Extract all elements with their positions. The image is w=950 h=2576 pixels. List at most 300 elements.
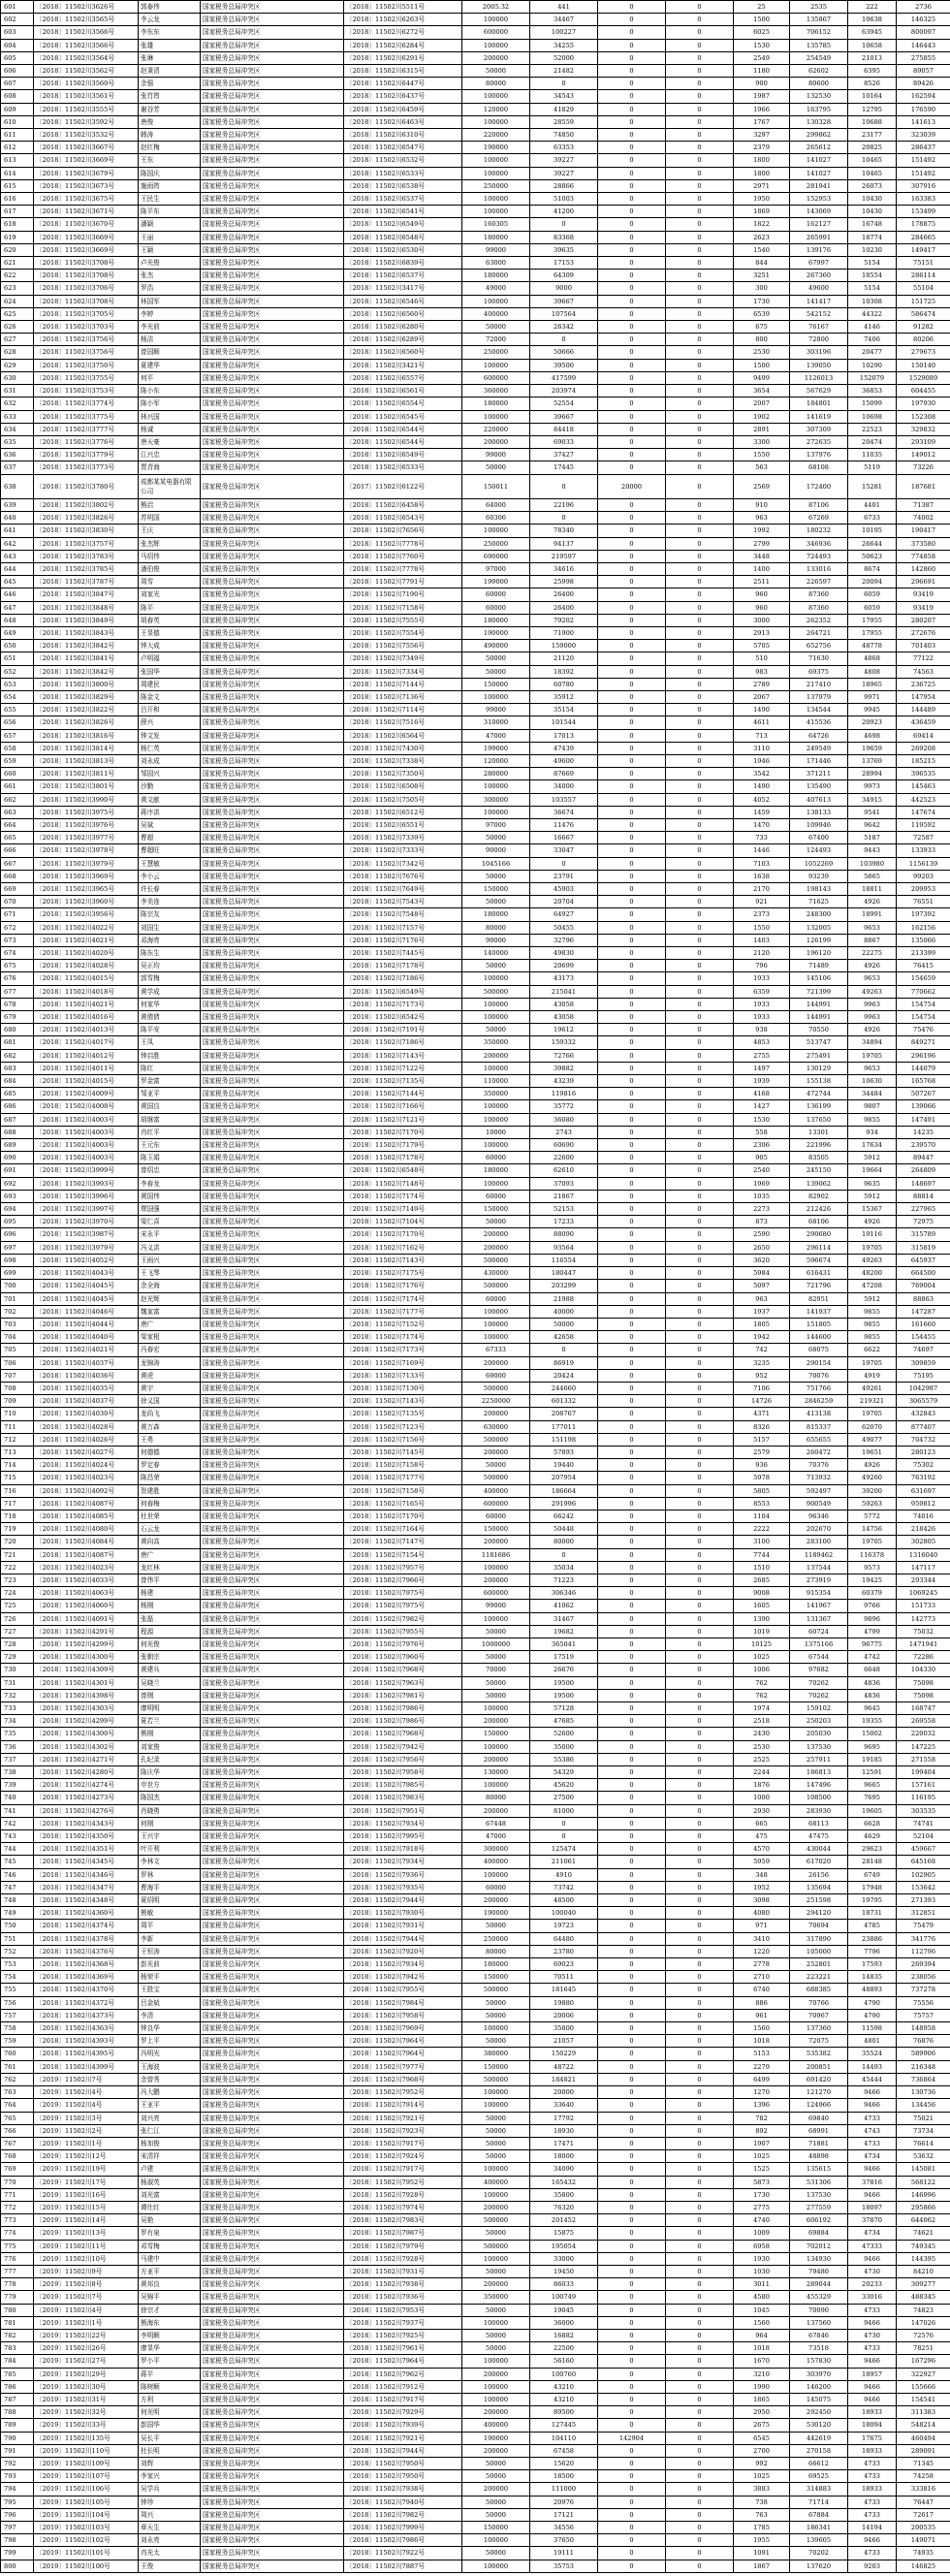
table-cell: 154754 — [897, 998, 950, 1010]
table-cell: 0 — [666, 1766, 734, 1779]
table-cell: 17634 — [848, 1139, 897, 1152]
table-cell: 〔2018〕11502川7953号 — [344, 2304, 462, 2316]
table-cell: 4853 — [734, 1036, 790, 1049]
table-cell: 国家税务总局冲突区 — [201, 257, 344, 270]
table-cell: 152953 — [790, 193, 848, 206]
table-cell: 761 — [1, 2060, 34, 2073]
table-cell: 〔2018〕11502川4045号 — [34, 1280, 139, 1292]
table-cell: 〔2018〕11502川4369号 — [34, 1971, 139, 1984]
table-cell: 0 — [598, 2406, 666, 2419]
table-cell: 34467 — [530, 14, 598, 26]
table-row — [1, 2496, 950, 2508]
table-cell: 81000 — [530, 1804, 598, 1817]
table-cell: 568122 — [897, 2176, 950, 2188]
table-cell: 796 — [734, 960, 790, 972]
table-cell: 936 — [734, 1459, 790, 1472]
table-cell: 0 — [666, 14, 734, 26]
table-cell: 0 — [598, 39, 666, 51]
table-row — [1, 1676, 950, 1689]
table-cell: 609 — [1, 103, 34, 115]
table-cell: 〔2018〕11502川3979号 — [34, 1241, 139, 1254]
table-cell: 冯大鹏 — [139, 2086, 201, 2099]
table-cell: 432843 — [897, 1408, 950, 1420]
table-cell: 国家税务总局冲突区 — [201, 1510, 344, 1522]
table-cell: 19795 — [848, 1894, 897, 1907]
table-cell: 1510 — [734, 1561, 790, 1574]
table-cell: 76551 — [897, 896, 950, 908]
table-cell: 47439 — [530, 742, 598, 754]
table-cell: 〔2018〕11502川7985号 — [344, 1779, 462, 1792]
table-cell: 0 — [598, 2355, 666, 2368]
table-cell: 1942 — [734, 1331, 790, 1344]
table-cell: 〔2018〕11502川7936号 — [344, 1868, 462, 1881]
table-cell: 674 — [1, 947, 34, 960]
table-cell: 200000 — [462, 1408, 530, 1420]
table-cell: 〔2018〕11502川6554号 — [344, 398, 462, 410]
table-cell: 151492 — [897, 154, 950, 167]
table-cell: 82902 — [790, 1190, 848, 1202]
table-cell: 141417 — [790, 295, 848, 307]
table-cell: 738 — [734, 2496, 790, 2508]
table-cell: 2736 — [897, 1, 950, 14]
table-cell: 27500 — [530, 1792, 598, 1804]
table-cell: 77122 — [897, 652, 950, 665]
table-cell: 48500 — [530, 1894, 598, 1907]
table-cell: 322927 — [897, 2368, 950, 2380]
table-cell: 844 — [734, 257, 790, 270]
table-cell: 〔2018〕11502川7952号 — [344, 2086, 462, 2099]
table-cell: 2579 — [734, 1446, 790, 1458]
table-cell: 〔2018〕11502川4020号 — [34, 947, 139, 960]
table-cell: 0 — [666, 1779, 734, 1792]
table-cell: 76167 — [790, 321, 848, 334]
table-cell: 0 — [598, 1036, 666, 1049]
table-cell: 〔2018〕11502川7135号 — [344, 1408, 462, 1420]
table-row — [1, 1267, 950, 1280]
table-cell: 1730 — [734, 2188, 790, 2201]
table-cell: 21057 — [530, 2035, 598, 2048]
table-cell: 50666 — [530, 346, 598, 359]
table-cell: 47000 — [462, 729, 530, 742]
table-cell: 697 — [1, 1241, 34, 1254]
table-cell: 68106 — [790, 1216, 848, 1228]
table-cell: 0 — [598, 1331, 666, 1344]
table-cell: 0 — [598, 2457, 666, 2469]
table-cell: 〔2018〕11502川7962号 — [344, 2368, 462, 2380]
table-cell: 9653 — [848, 1062, 897, 1074]
table-cell: 72286 — [897, 1651, 950, 1664]
table-cell: 0 — [598, 51, 666, 64]
table-cell: 〔2018〕11502川7144号 — [344, 678, 462, 690]
table-cell: 0 — [666, 1254, 734, 1266]
table-cell: 〔2018〕11502川4023号 — [34, 1561, 139, 1574]
table-cell: 国家税务总局冲突区 — [201, 2406, 344, 2419]
table-cell: 1767 — [734, 115, 790, 128]
table-cell: 50000 — [462, 2304, 530, 2316]
table-cell: 75098 — [897, 1689, 950, 1701]
table-cell: 315819 — [897, 1241, 950, 1254]
table-cell: 0 — [598, 1766, 666, 1779]
table-row — [1, 1868, 950, 1881]
table-cell: 3011 — [734, 2278, 790, 2291]
table-cell: 0 — [598, 1536, 666, 1548]
table-cell: 9466 — [848, 2188, 897, 2201]
table-cell: 49600 — [790, 282, 848, 295]
table-cell: 763 — [1, 2086, 34, 2099]
table-row — [1, 39, 950, 51]
table-cell: 周平 — [139, 1920, 201, 1932]
table-cell: 〔2018〕11502川3669号 — [34, 231, 139, 243]
table-cell: 林国军 — [139, 295, 201, 307]
table-cell: 624 — [1, 295, 34, 307]
table-row — [1, 2380, 950, 2393]
table-cell: 5154 — [848, 257, 897, 270]
table-cell: 〔2018〕11502川7649号 — [344, 883, 462, 896]
table-row — [1, 1932, 950, 1945]
table-row — [1, 1318, 950, 1330]
table-cell: 686 — [1, 1100, 34, 1113]
table-cell: 〔2018〕11502川7170号 — [344, 1510, 462, 1522]
table-cell: 0 — [666, 231, 734, 243]
table-cell: 723 — [1, 1574, 34, 1586]
table-cell: 〔2018〕11502川3847号 — [34, 588, 139, 601]
table-cell: 1530 — [734, 39, 790, 51]
table-cell: 4146 — [848, 321, 897, 334]
table-cell: 0 — [598, 1600, 666, 1612]
table-cell: 60000 — [462, 1190, 530, 1202]
table-cell: 0 — [598, 2304, 666, 2316]
table-cell: 315789 — [897, 1228, 950, 1241]
table-row — [1, 1574, 950, 1586]
table-cell: 1937 — [734, 1305, 790, 1318]
table-cell: 0 — [666, 1075, 734, 1088]
table-cell: 0 — [598, 1420, 666, 1433]
table-cell: 709 — [1, 1395, 34, 1408]
table-cell: 1974 — [734, 1702, 790, 1715]
table-cell: 〔2018〕11502川4374号 — [34, 1920, 139, 1932]
table-cell: 0 — [598, 2444, 666, 2457]
table-cell: 国家税务总局冲突区 — [201, 1689, 344, 1701]
table-cell: 0 — [598, 398, 666, 410]
table-cell: 26342 — [530, 321, 598, 334]
table-cell: 0 — [666, 2099, 734, 2112]
table-cell: 1156139 — [897, 857, 950, 870]
table-row — [1, 2342, 950, 2355]
table-cell: 186813 — [790, 1766, 848, 1779]
table-cell: 1969 — [734, 1177, 790, 1190]
table-cell: 0 — [598, 1932, 666, 1945]
table-cell: 〔2018〕11502川4350号 — [34, 1830, 139, 1843]
table-cell: 200000 — [462, 1894, 530, 1907]
table-cell: 4733 — [848, 2547, 897, 2560]
table-cell: 50000 — [462, 1459, 530, 1472]
table-cell: 109946 — [790, 818, 848, 831]
table-cell: 谢谷芳 — [139, 103, 201, 115]
table-cell: 〔2018〕11502川7934号 — [344, 1817, 462, 1829]
table-cell: 60000 — [462, 601, 530, 614]
table-cell: 1316040 — [897, 1548, 950, 1561]
table-cell: 5865 — [848, 870, 897, 882]
table-cell: 0 — [530, 512, 598, 525]
table-cell: 300 — [734, 282, 790, 295]
table-row — [1, 883, 950, 896]
table-cell: 〔2019〕11502川2号 — [34, 2124, 139, 2137]
table-cell: 2590 — [734, 1228, 790, 1241]
table-cell: 熊刚 — [139, 1728, 201, 1740]
table-cell: 673 — [1, 934, 34, 946]
table-cell: 胡春英 — [139, 614, 201, 626]
table-cell: 0 — [598, 2291, 666, 2304]
table-cell: 〔2018〕11502川7157号 — [344, 921, 462, 934]
table-cell: 0 — [598, 206, 666, 218]
table-cell: 400000 — [462, 2176, 530, 2188]
table-cell: 唐俊 — [139, 115, 201, 128]
table-cell: 国家税务总局冲突区 — [201, 972, 344, 985]
table-cell: 〔2018〕11502川7556号 — [344, 640, 462, 652]
table-cell: 631697 — [897, 1484, 950, 1497]
table-cell: 724 — [1, 1587, 34, 1600]
table-cell: 250000 — [462, 346, 530, 359]
table-cell: 50000 — [462, 870, 530, 882]
table-cell: 0 — [666, 1676, 734, 1689]
table-cell: 邓雪梅 — [139, 2240, 201, 2252]
table-cell: 4785 — [848, 1920, 897, 1932]
table-cell: 74002 — [897, 512, 950, 525]
table-cell: 596674 — [790, 1254, 848, 1266]
table-cell: 22196 — [530, 498, 598, 511]
table-cell: 0 — [598, 742, 666, 754]
table-cell: 0 — [598, 282, 666, 295]
table-cell: 272676 — [897, 626, 950, 639]
table-cell: 国家税务总局冲突区 — [201, 218, 344, 231]
table-cell: 国家税务总局冲突区 — [201, 768, 344, 780]
table-cell: 〔2018〕11502川7145号 — [344, 1446, 462, 1458]
table-row — [1, 461, 950, 474]
table-row — [1, 129, 950, 142]
table-cell: 国家税务总局冲突区 — [201, 167, 344, 179]
table-cell: 0 — [666, 2483, 734, 2496]
table-cell: 0 — [598, 295, 666, 307]
table-cell: 国家税务总局冲突区 — [201, 1600, 344, 1612]
table-cell: 124493 — [790, 844, 848, 857]
table-cell: 592497 — [790, 1484, 848, 1497]
table-cell: 755 — [1, 1984, 34, 1996]
table-cell: 0 — [598, 704, 666, 716]
table-cell: 721796 — [790, 1280, 848, 1292]
table-cell: 〔2018〕11502川4091号 — [34, 1612, 139, 1625]
table-cell: 罗上平 — [139, 2035, 201, 2048]
table-cell: 国家税务总局冲突区 — [201, 1856, 344, 1868]
table-cell: 96346 — [790, 1510, 848, 1522]
table-cell: 62602 — [790, 65, 848, 78]
table-cell: 3100 — [734, 1536, 790, 1548]
table-cell: 127445 — [530, 2419, 598, 2432]
table-cell: 〔2018〕11502川7964号 — [344, 2035, 462, 2048]
table-cell: 〔2018〕11502川4373号 — [34, 2009, 139, 2021]
table-cell: 〔2018〕11502川7349号 — [344, 652, 462, 665]
table-cell: 国家税务总局冲突区 — [201, 449, 344, 461]
table-cell: 645 — [1, 576, 34, 588]
table-row — [1, 2265, 950, 2277]
table-cell: 刘永亮 — [139, 2534, 201, 2547]
table-cell: 0 — [598, 346, 666, 359]
table-cell: 国家税务总局冲突区 — [201, 729, 344, 742]
table-cell: 0 — [666, 614, 734, 626]
table-cell: 39227 — [530, 167, 598, 179]
table-cell: 0 — [666, 1164, 734, 1177]
table-cell: 0 — [598, 588, 666, 601]
table-cell: 84418 — [530, 423, 598, 435]
table-cell: 151492 — [897, 167, 950, 179]
table-cell: 0 — [666, 1280, 734, 1292]
table-cell: 100000 — [462, 2188, 530, 2201]
table-cell: 〔2018〕11502川7958号 — [344, 1766, 462, 1779]
table-cell: 70262 — [790, 1689, 848, 1701]
table-cell: 83368 — [530, 231, 598, 243]
table-cell: 2971 — [734, 179, 790, 192]
table-cell: 彭国华 — [139, 2419, 201, 2432]
table-cell: 徐义国 — [139, 1395, 201, 1408]
table-cell: 国家税务总局冲突区 — [201, 1971, 344, 1984]
table-cell: 4580 — [734, 2291, 790, 2304]
table-cell: 赵红梅 — [139, 142, 201, 154]
table-cell: 964 — [734, 2329, 790, 2341]
table-cell: 0 — [666, 2316, 734, 2329]
table-cell: 6958 — [734, 2240, 790, 2252]
table-cell: 140000 — [462, 947, 530, 960]
table-cell: 93419 — [897, 601, 950, 614]
table-cell: 0 — [598, 179, 666, 192]
table-cell: 0 — [598, 359, 666, 371]
table-cell: 国家税务总局冲突区 — [201, 806, 344, 818]
table-cell: 〔2018〕11502川7887号 — [344, 2560, 462, 2572]
table-cell: 187681 — [897, 474, 950, 498]
table-row — [1, 576, 950, 588]
table-cell: 0 — [598, 1945, 666, 1957]
table-cell: 20474 — [848, 435, 897, 448]
table-cell: 283930 — [790, 1804, 848, 1817]
table-cell: 〔2018〕11502川4052号 — [34, 1254, 139, 1266]
table-cell: 6545 — [734, 2432, 790, 2444]
table-cell: 国家税务总局冲突区 — [201, 2547, 344, 2560]
table-cell: 145081 — [897, 2163, 950, 2176]
table-cell: 1785 — [734, 2522, 790, 2534]
table-cell: 0 — [598, 1484, 666, 1497]
table-cell: 0 — [598, 665, 666, 678]
table-cell: 2540 — [734, 1164, 790, 1177]
table-cell: 黄学成 — [139, 985, 201, 998]
table-cell: 〔2018〕11502川4372号 — [34, 1996, 139, 2009]
table-cell: 655655 — [790, 1433, 848, 1446]
table-cell: 625 — [1, 307, 34, 320]
table-cell: 41200 — [530, 206, 598, 218]
table-cell: 〔2018〕11502川3775号 — [34, 410, 139, 423]
table-cell: 43058 — [530, 998, 598, 1010]
table-cell: 50448 — [530, 1523, 598, 1536]
table-cell: 〔2019〕11502川15号 — [34, 2201, 139, 2213]
table-cell: 222 — [848, 1, 897, 14]
table-cell: 0 — [666, 1344, 734, 1356]
table-cell: 145463 — [897, 780, 950, 793]
table-row — [1, 525, 950, 537]
table-cell: 胡继富 — [139, 1113, 201, 1126]
table-cell: 22275 — [848, 947, 897, 960]
table-cell: 〔2018〕11502川7999号 — [344, 2522, 462, 2534]
table-cell: 74258 — [897, 2470, 950, 2483]
table-cell: 陈小东 — [139, 385, 201, 398]
table-row — [1, 179, 950, 192]
table-cell: 〔2018〕11502川7923号 — [344, 2124, 462, 2137]
table-cell: 19723 — [530, 1920, 598, 1932]
table-cell: 621 — [1, 257, 34, 270]
table-cell: 〔2018〕11502川6263号 — [344, 14, 462, 26]
table-cell: 18392 — [530, 665, 598, 678]
table-cell: 180447 — [530, 1267, 598, 1280]
table-cell: 0 — [598, 2176, 666, 2188]
table-cell: 7744 — [734, 1548, 790, 1561]
table-cell: 2244 — [734, 1766, 790, 1779]
table-cell: 668 — [1, 870, 34, 882]
table-cell: 〔2018〕11502川4040号 — [34, 1331, 139, 1344]
table-cell: 6628 — [848, 1817, 897, 1829]
table-cell: 〔2018〕11502川3787号 — [34, 576, 139, 588]
table-cell: 杨诚 — [139, 423, 201, 435]
table-cell: 国家税务总局冲突区 — [201, 665, 344, 678]
table-cell: 783 — [1, 2342, 34, 2355]
table-cell: 〔2018〕11502川6547号 — [344, 142, 462, 154]
table-cell: 135615 — [790, 2163, 848, 2176]
table-cell: 郭泰伟 — [139, 1, 201, 14]
table-cell: 0 — [666, 51, 734, 64]
table-row — [1, 1587, 950, 1600]
table-cell: 775 — [1, 2240, 34, 2252]
table-row — [1, 449, 950, 461]
table-cell: 〔2019〕11502川19号 — [34, 2163, 139, 2176]
table-cell: 615 — [1, 179, 34, 192]
table-cell: 〔2018〕11502川3956号 — [34, 908, 139, 921]
table-cell: 国家税务总局冲突区 — [201, 410, 344, 423]
table-cell: 〔2018〕11502川7175号 — [344, 1267, 462, 1280]
table-cell: 8326 — [734, 1420, 790, 1433]
table-cell: 〔2018〕11502川4276号 — [34, 1804, 139, 1817]
table-cell: 〔2018〕11502川3560号 — [34, 78, 139, 90]
table-cell: 0 — [666, 525, 734, 537]
table-cell: 〔2018〕11502川7656号 — [344, 525, 462, 537]
table-row — [1, 626, 950, 639]
table-cell: 0 — [598, 1894, 666, 1907]
table-cell: 645937 — [897, 1254, 950, 1266]
table-cell: 国家税务总局冲突区 — [201, 857, 344, 870]
table-cell: 国家税务总局冲突区 — [201, 2150, 344, 2163]
table-cell: 国家税务总局冲突区 — [201, 512, 344, 525]
table-cell: 1800 — [734, 154, 790, 167]
table-cell: 钟珍 — [139, 2496, 201, 2508]
table-cell: 218426 — [897, 1523, 950, 1536]
table-cell: 134930 — [790, 2252, 848, 2265]
table-cell: 74016 — [897, 1510, 950, 1522]
table-cell: 〔2018〕11502川7123号 — [344, 1420, 462, 1433]
table-cell: 36080 — [530, 1113, 598, 1126]
table-cell: 0 — [666, 1356, 734, 1369]
table-cell: 623 — [1, 282, 34, 295]
table-cell: 熊海东 — [139, 2316, 201, 2329]
table-cell: 14493 — [848, 2060, 897, 2073]
table-cell: 751766 — [790, 1382, 848, 1394]
table-cell: 72800 — [790, 334, 848, 346]
table-cell: 14726 — [734, 1395, 790, 1408]
table-cell: 1069245 — [897, 1587, 950, 1600]
table-cell: 0 — [666, 115, 734, 128]
